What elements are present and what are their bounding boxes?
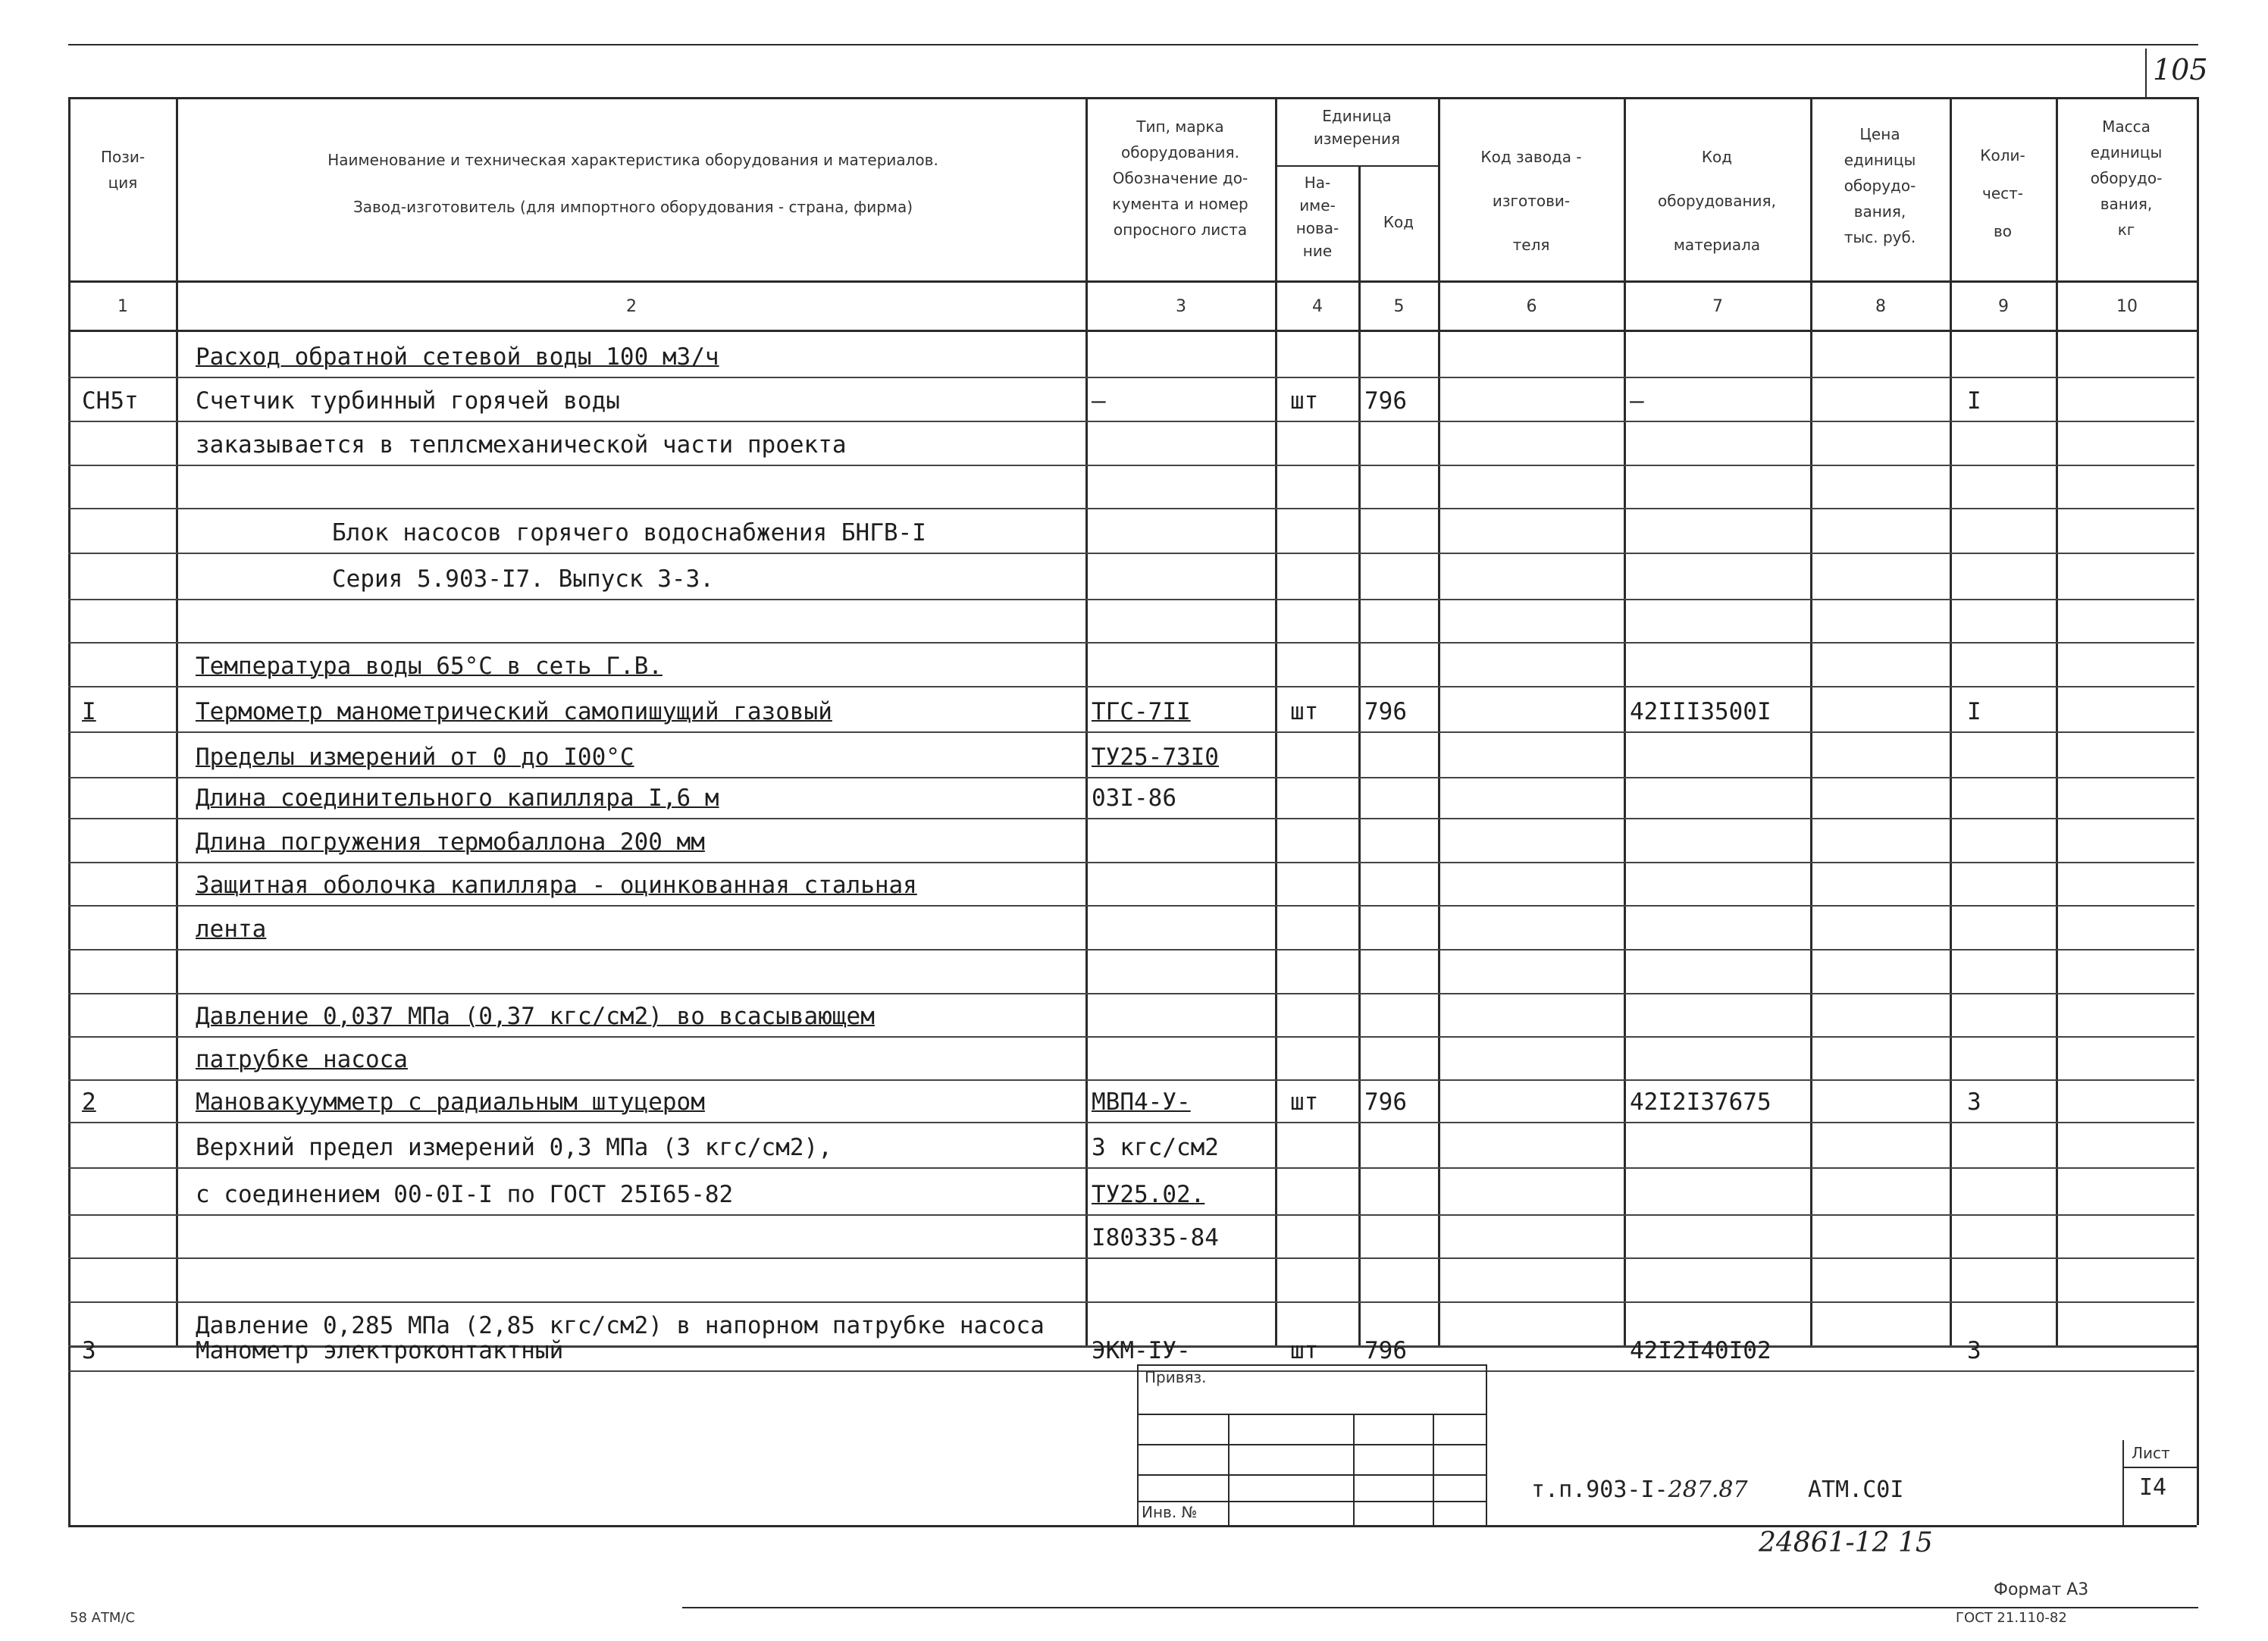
row-divider	[68, 1301, 2194, 1303]
top-border-line	[68, 44, 2198, 45]
header-unit-group: Единица измерения	[1313, 107, 1401, 148]
row-divider	[68, 993, 2194, 994]
cell-quantity: 3	[1967, 1337, 1981, 1364]
cell-quantity: I	[1967, 698, 1981, 725]
handwritten-footer: 24861-12 15	[1759, 1527, 1933, 1558]
cell-name: заказывается в теплсмеханической части проекта	[196, 431, 847, 459]
cell-unit: шт	[1290, 698, 1319, 725]
stamp-label-top: Привяз.	[1145, 1368, 1207, 1386]
cell-position: I	[82, 698, 96, 725]
col-line-2	[1085, 97, 1088, 1345]
colnum-bottom-border	[68, 330, 2197, 332]
left-footer: 58 АТМ/С	[70, 1610, 136, 1626]
row-divider	[68, 777, 2194, 778]
cell-unit: шт	[1290, 1337, 1319, 1364]
cell-unit-code: 796	[1364, 698, 1407, 725]
colnum-8: 8	[1875, 297, 1886, 316]
col-line-5	[1438, 97, 1440, 1345]
cell-name: Блок насосов горячего водоснабжения БНГВ-I	[332, 519, 926, 546]
cell-unit-code: 796	[1364, 1337, 1407, 1364]
header-unit-code: Код	[1383, 213, 1414, 231]
cell-type: ТГС-7II	[1092, 698, 1191, 725]
stamp-designation-handwritten: 287.87	[1668, 1477, 1748, 1503]
cell-name: Расход обратной сетевой воды 100 м3/ч	[196, 343, 719, 371]
cell-unit-code: 796	[1364, 1088, 1407, 1116]
col-line-7	[1810, 97, 1812, 1345]
cell-equipment-code: –	[1630, 387, 1644, 415]
header-factory-code: Код завода - изготови- теля	[1480, 148, 1582, 254]
cell-name: Мановакуумметр с радиальным штуцером	[196, 1088, 705, 1116]
gost-footer: ГОСТ 21.110-82	[1956, 1610, 2067, 1626]
cell-type: ЭКМ-IУ-	[1092, 1337, 1191, 1364]
row-divider	[68, 1370, 2194, 1372]
stamp-sheet-number: I4	[2139, 1474, 2167, 1501]
cell-name: Защитная оболочка капилляра - оцинкованная стальная	[196, 872, 917, 899]
colnum-4: 4	[1312, 297, 1323, 316]
cell-name: патрубке насоса	[196, 1046, 408, 1073]
col-line-1	[176, 97, 178, 1345]
cell-name: Температура воды 65°С в сеть Г.В.	[196, 653, 663, 680]
cell-quantity: I	[1967, 387, 1981, 415]
col-line-8	[1950, 97, 1952, 1345]
cell-type: 03I-86	[1092, 784, 1176, 812]
colnum-9: 9	[1998, 297, 2009, 316]
cell-name: Термометр манометрический самопишущий газовый	[196, 698, 832, 725]
row-divider	[68, 1167, 2194, 1169]
row-divider	[68, 599, 2194, 600]
cell-name: Длина соединительного капилляра I,6 м	[196, 784, 719, 812]
cell-equipment-code: 42I2I37675	[1630, 1088, 1771, 1116]
cell-position: 3	[82, 1337, 96, 1364]
cell-type: ТУ25-73I0	[1092, 744, 1219, 771]
stamp-line-1	[1137, 1364, 1486, 1366]
col-line-6	[1624, 97, 1626, 1345]
stamp-designation-printed: т.п.903-I-	[1531, 1477, 1668, 1503]
cell-name: Верхний предел измерений 0,3 МПа (3 кгс/см2),	[196, 1134, 832, 1161]
bottom-stray-line	[682, 1607, 2198, 1608]
cell-type: ТУ25.02.	[1092, 1181, 1205, 1208]
cell-name: Давление 0,037 МПа (0,37 кгс/см2) во всасывающем	[196, 1003, 875, 1030]
stamp-sheet-divider	[2122, 1467, 2197, 1468]
cell-type: –	[1092, 387, 1106, 415]
cell-position: СН5т	[82, 387, 139, 415]
cell-type: 3 кгс/см2	[1092, 1134, 1219, 1161]
row-divider	[68, 421, 2194, 422]
row-divider	[68, 1122, 2194, 1123]
colnum-6: 6	[1526, 297, 1537, 316]
row-divider	[68, 508, 2194, 509]
header-bottom-border	[68, 280, 2197, 283]
col-line-10	[2197, 97, 2199, 1525]
stamp-code: АТМ.С0I	[1808, 1477, 1904, 1503]
table-top-border	[68, 97, 2197, 99]
header-name: Наименование и техническая характеристика оборудования и материалов. Завод-изготовитель (для импортного оборудования - страна, фирма)	[327, 151, 938, 216]
cell-name: Счетчик турбинный горячей воды	[196, 387, 620, 415]
cell-name: лента	[196, 916, 267, 943]
cell-unit: шт	[1290, 1088, 1319, 1116]
stamp-vline-2	[1228, 1414, 1230, 1525]
colnum-3: 3	[1176, 297, 1186, 316]
cell-type: МВП4-У-	[1092, 1088, 1191, 1116]
cell-name: Давление 0,285 МПа (2,85 кгс/см2) в напорном патрубке насоса	[196, 1312, 1045, 1339]
header-position: Пози- ция	[100, 148, 146, 192]
stamp-vline-3	[1353, 1414, 1355, 1525]
cell-position: 2	[82, 1088, 96, 1116]
row-divider	[68, 905, 2194, 907]
cell-equipment-code: 42I2I40I02	[1630, 1337, 1771, 1364]
row-divider	[68, 553, 2194, 554]
format-label: Формат А3	[1994, 1580, 2089, 1599]
row-divider	[68, 818, 2194, 819]
header-type: Тип, марка оборудования. Обозначение до- кумента и номер опросного листа	[1112, 117, 1248, 239]
row-divider	[68, 1257, 2194, 1259]
colnum-2: 2	[626, 297, 637, 316]
stamp-vline-5	[1486, 1364, 1487, 1525]
unit-group-divider	[1275, 165, 1438, 167]
col-line-9	[2056, 97, 2058, 1345]
stamp-vline-1	[1137, 1364, 1139, 1525]
cell-unit: шт	[1290, 387, 1319, 415]
stamp-designation	[1531, 1477, 1748, 1503]
cell-name: Серия 5.903-I7. Выпуск 3-3.	[332, 565, 714, 593]
cell-name: Длина погружения термобаллона 200 мм	[196, 828, 705, 856]
header-unit-name: На- име- нова- ние	[1295, 174, 1339, 260]
row-divider	[68, 1214, 2194, 1216]
page-number-box-left	[2145, 49, 2147, 97]
cell-name: Пределы измерений от 0 до I00°С	[196, 744, 634, 771]
header-quantity: Коли- чест- во	[1980, 146, 2025, 240]
header-mass: Масса единицы оборудо- вания, кг	[2090, 117, 2163, 239]
stamp-vline-4	[1433, 1414, 1434, 1525]
colnum-5: 5	[1393, 297, 1405, 316]
row-divider	[68, 1079, 2194, 1081]
header-equipment-code: Код оборудования, материала	[1658, 148, 1776, 254]
colnum-7: 7	[1712, 297, 1723, 316]
cell-unit-code: 796	[1364, 387, 1407, 415]
row-divider	[68, 1036, 2194, 1038]
col-line-3	[1275, 97, 1277, 1345]
stamp-label-bottom: Инв. №	[1142, 1503, 1198, 1521]
row-divider	[68, 949, 2194, 950]
cell-name: с соединением 00-0I-I по ГОСТ 25I65-82	[196, 1181, 734, 1208]
row-divider	[68, 465, 2194, 466]
cell-name: Манометр электроконтактный	[196, 1337, 564, 1364]
stamp-sheet-label: Лист	[2132, 1444, 2170, 1462]
cell-quantity: 3	[1967, 1088, 1981, 1116]
row-divider	[68, 862, 2194, 863]
colnum-1: 1	[117, 297, 128, 316]
stamp-vline-6	[2122, 1440, 2124, 1525]
header-price: Цена единицы оборудо- вания, тыс. руб.	[1844, 125, 1916, 246]
cell-type: I80335-84	[1092, 1224, 1219, 1251]
row-divider	[68, 731, 2194, 733]
row-divider	[68, 642, 2194, 644]
colnum-10: 10	[2116, 297, 2138, 316]
cell-equipment-code: 42III3500I	[1630, 698, 1771, 725]
row-divider	[68, 686, 2194, 687]
row-divider	[68, 377, 2194, 378]
page-number: 105	[2153, 53, 2208, 86]
